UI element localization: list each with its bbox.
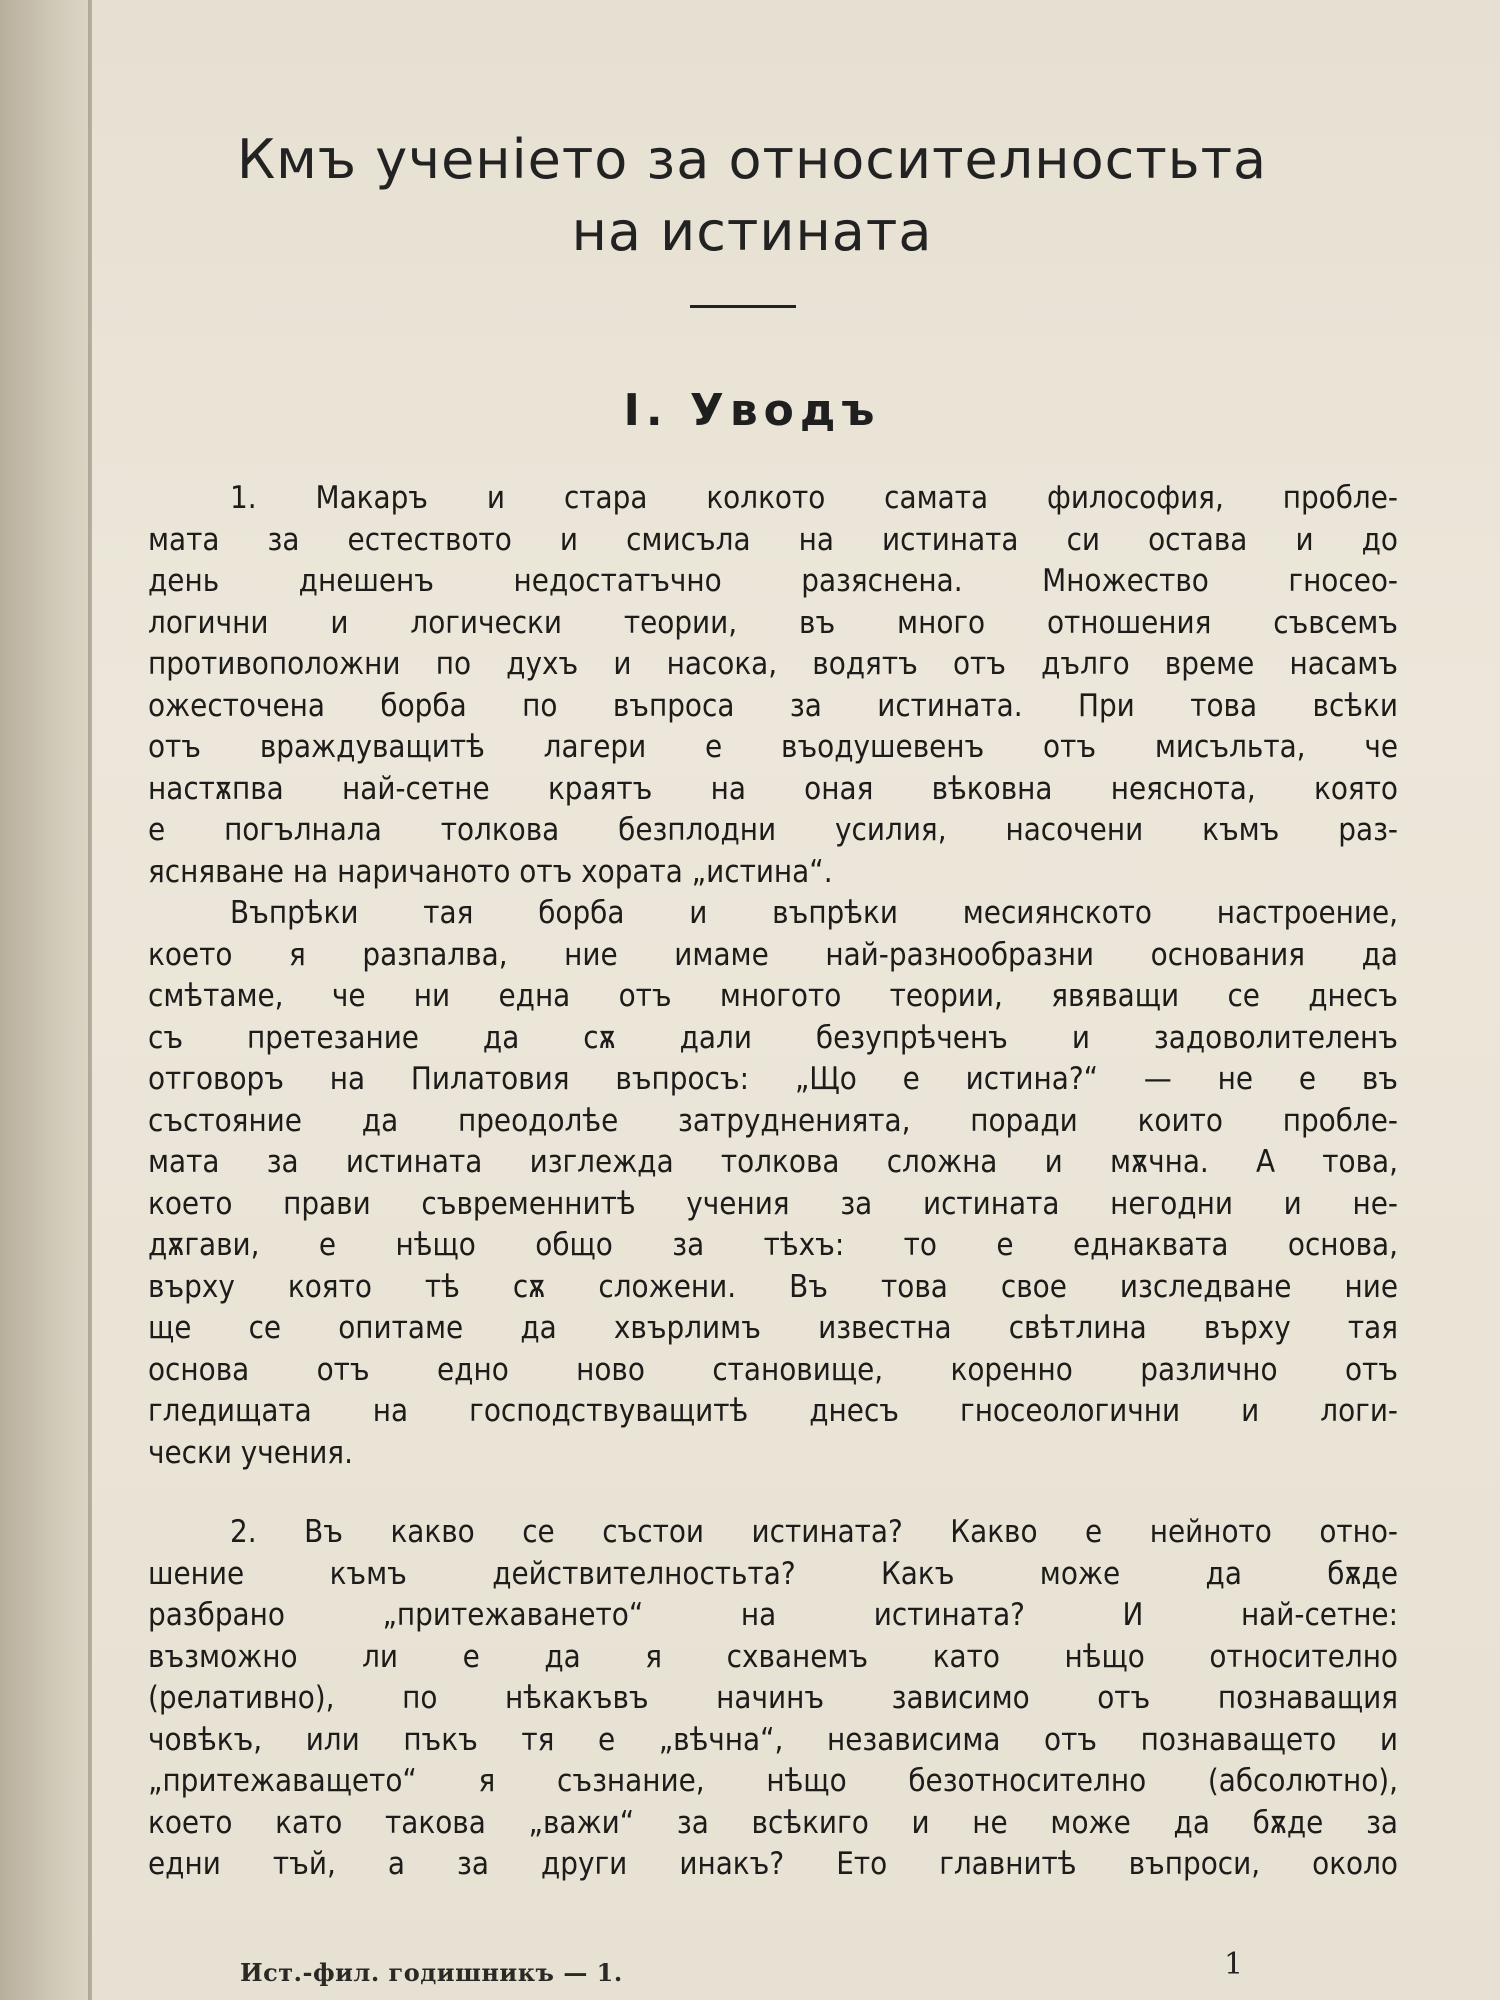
- title-divider: [690, 305, 796, 308]
- section-heading: I. Уводъ: [623, 385, 881, 436]
- text-line: 2. Въ какво се състои истината? Какво е нейното отно-: [230, 1514, 1398, 1550]
- text-line: „притежаващето“ я съзнание, нѣщо безотносително (абсолютно),: [148, 1763, 1398, 1799]
- running-footer: Ист.-фил. годишникъ — 1.: [240, 1958, 623, 1987]
- text-line: смѣтаме, че ни една отъ многото теории, явяващи се днесъ: [148, 978, 1398, 1014]
- text-line: отъ враждуващитѣ лагери е въодушевенъ отъ мисъльта, че: [148, 729, 1398, 765]
- text-line: мата за истината изглежда толкова сложна и мѫчна. А това,: [148, 1144, 1398, 1180]
- text-line: отговоръ на Пилатовия въпросъ: „Що е истина?“ — не е въ: [148, 1061, 1398, 1097]
- text-line: мата за естеството и смисъла на истината си остава и до: [148, 521, 1398, 558]
- text-line: човѣкъ, или пъкъ тя е „вѣчна“, независима отъ познаващето и: [148, 1721, 1398, 1758]
- text-line: (релативно), по нѣкакъвъ начинъ зависимо отъ познаващия: [148, 1680, 1398, 1716]
- text-line: основа отъ едно ново становище, коренно различно отъ: [148, 1351, 1398, 1388]
- text-line: Въпрѣки тая борба и въпрѣки месиянското настроение,: [230, 895, 1398, 931]
- text-line: дѫгави, е нѣщо общо за тѣхъ: то е еднаквата основа,: [148, 1227, 1398, 1263]
- book-page: [92, 0, 1500, 2000]
- text-line: което я разпалва, ние имаме най-разнообразни основания да: [148, 936, 1398, 973]
- text-line: което като такова „важи“ за всѣкиго и не може да бѫде за: [148, 1804, 1398, 1841]
- title-line-1: Кмъ ученiето за относителностьта: [236, 128, 1268, 191]
- text-line: настѫпва най-сетне краятъ на оная вѣковна неяснота, която: [148, 770, 1398, 807]
- text-line: състояние да преодолѣе затрудненията, поради които пробле-: [148, 1102, 1398, 1139]
- text-line: разбрано „притежаването“ на истината? И най-сетне:: [148, 1597, 1398, 1633]
- text-line: гледищата на господствуващитѣ днесъ гносеологични и логи-: [148, 1393, 1398, 1429]
- text-line: възможно ли е да я схванемъ като нѣщо относително: [148, 1638, 1398, 1675]
- text-line: противоположни по духъ и насока, водятъ отъ дълго време насамъ: [148, 646, 1398, 682]
- text-line: е погълнала толкова безплодни усилия, насочени къмъ раз-: [148, 812, 1398, 848]
- text-line: логични и логически теории, въ много отношения съвсемъ: [148, 604, 1398, 641]
- left-page-edge: [0, 0, 92, 2000]
- paragraph-1: [148, 478, 1398, 1474]
- text-line: ожесточена борба по въпроса за истината. При това всѣки: [148, 687, 1398, 724]
- text-line: шение къмъ действителностьта? Какъ може да бѫде: [148, 1555, 1398, 1592]
- text-line: ще се опитаме да хвърлимъ известна свѣтлина върху тая: [148, 1310, 1398, 1346]
- text-line: съ претезание да сѫ дали безупрѣченъ и задоволителенъ: [148, 1019, 1398, 1056]
- text-line: чески учения.: [148, 1434, 353, 1471]
- text-line: върху която тѣ сѫ сложени. Въ това свое изследване ние: [148, 1268, 1398, 1305]
- text-line: день днешенъ недостатъчно разяснена. Множество гносео-: [148, 563, 1398, 599]
- text-line: едни тъй, а за други инакъ? Ето главнитѣ въпроси, около: [148, 1846, 1398, 1882]
- page-number: 1: [1224, 1947, 1244, 1982]
- text-line: което прави съвременнитѣ учения за истината негодни и не-: [148, 1185, 1398, 1222]
- title-line-2: на истината: [571, 200, 933, 263]
- text-line: 1. Макаръ и стара колкото самата философия, пробле-: [230, 480, 1398, 516]
- text-line: ясняване на наричаното отъ хората „истина“.: [148, 853, 833, 890]
- paragraph-2: [148, 1512, 1398, 1886]
